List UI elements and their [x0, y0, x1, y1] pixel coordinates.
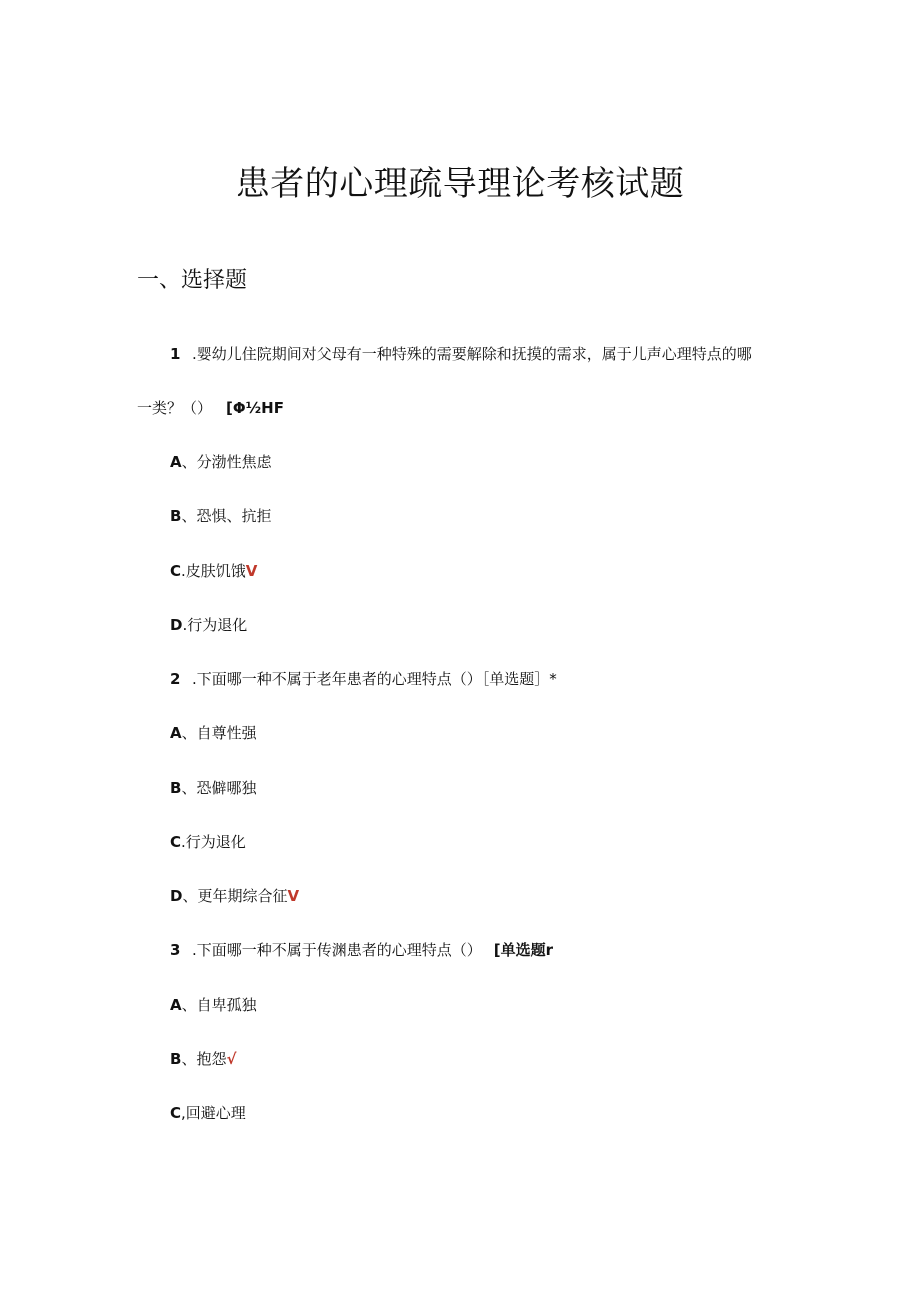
question-number: 3: [170, 941, 181, 959]
option-text: .行为退化: [181, 833, 246, 851]
question-text: .下面哪一种不属于老年患者的心理特点（）［单选题］*: [192, 670, 557, 688]
option-letter: A: [170, 724, 182, 742]
option-letter: C: [170, 562, 182, 580]
question-type-tag: [Φ½HF: [226, 399, 284, 417]
option-letter: D: [170, 616, 183, 634]
question-text-continued: 一类？（）: [137, 399, 213, 417]
correct-answer-mark: V: [287, 887, 300, 905]
section-heading: 一、选择题: [137, 268, 248, 293]
option-item[interactable]: [170, 722, 257, 744]
option-letter: C: [170, 1104, 182, 1122]
question-3: [170, 939, 553, 961]
option-item[interactable]: [170, 505, 271, 527]
option-letter: C: [170, 833, 182, 851]
option-text: .皮肤饥饿: [181, 562, 246, 580]
option-letter: B: [170, 507, 182, 525]
question-number: 1: [170, 345, 181, 363]
option-item[interactable]: [170, 777, 256, 799]
page-title: 患者的心理疏导理论考核试题: [235, 164, 685, 204]
option-item[interactable]: [170, 885, 299, 907]
question-2: [170, 668, 557, 690]
option-text: ,回避心理: [181, 1104, 246, 1122]
question-1-line2: [137, 397, 284, 419]
option-text: 、抱怨: [181, 1050, 227, 1068]
option-text: .行为退化: [182, 616, 248, 634]
option-letter: A: [170, 453, 182, 471]
option-text: 、更年期综合征: [182, 887, 288, 905]
correct-answer-mark: V: [245, 562, 258, 580]
option-letter: B: [170, 779, 182, 797]
option-item[interactable]: [170, 831, 246, 853]
option-item[interactable]: [170, 1102, 246, 1124]
question-1-line1: [170, 343, 752, 365]
option-text: 、分渤性焦虑: [181, 453, 272, 471]
option-text: 、自尊性强: [181, 724, 257, 742]
question-text: .婴幼儿住院期间对父母有一种特殊的需要解除和抚摸的需求，属于儿声心理特点的哪: [192, 345, 752, 363]
option-item[interactable]: [170, 994, 257, 1016]
option-text: 、恐惧、抗拒: [181, 507, 272, 525]
option-letter: A: [170, 996, 182, 1014]
option-text: 、恐僻哪独: [181, 779, 257, 797]
question-number: 2: [170, 670, 181, 688]
option-letter: D: [170, 887, 183, 905]
question-text: .下面哪一种不属于传渊患者的心理特点（）: [192, 941, 482, 959]
correct-answer-mark: √: [226, 1050, 237, 1068]
option-text: 、自卑孤独: [181, 996, 257, 1014]
option-item[interactable]: [170, 451, 272, 473]
option-item[interactable]: [170, 614, 247, 636]
option-item[interactable]: [170, 560, 257, 582]
option-item[interactable]: [170, 1048, 236, 1070]
question-type-tag: [单选题r: [493, 941, 554, 959]
option-letter: B: [170, 1050, 182, 1068]
